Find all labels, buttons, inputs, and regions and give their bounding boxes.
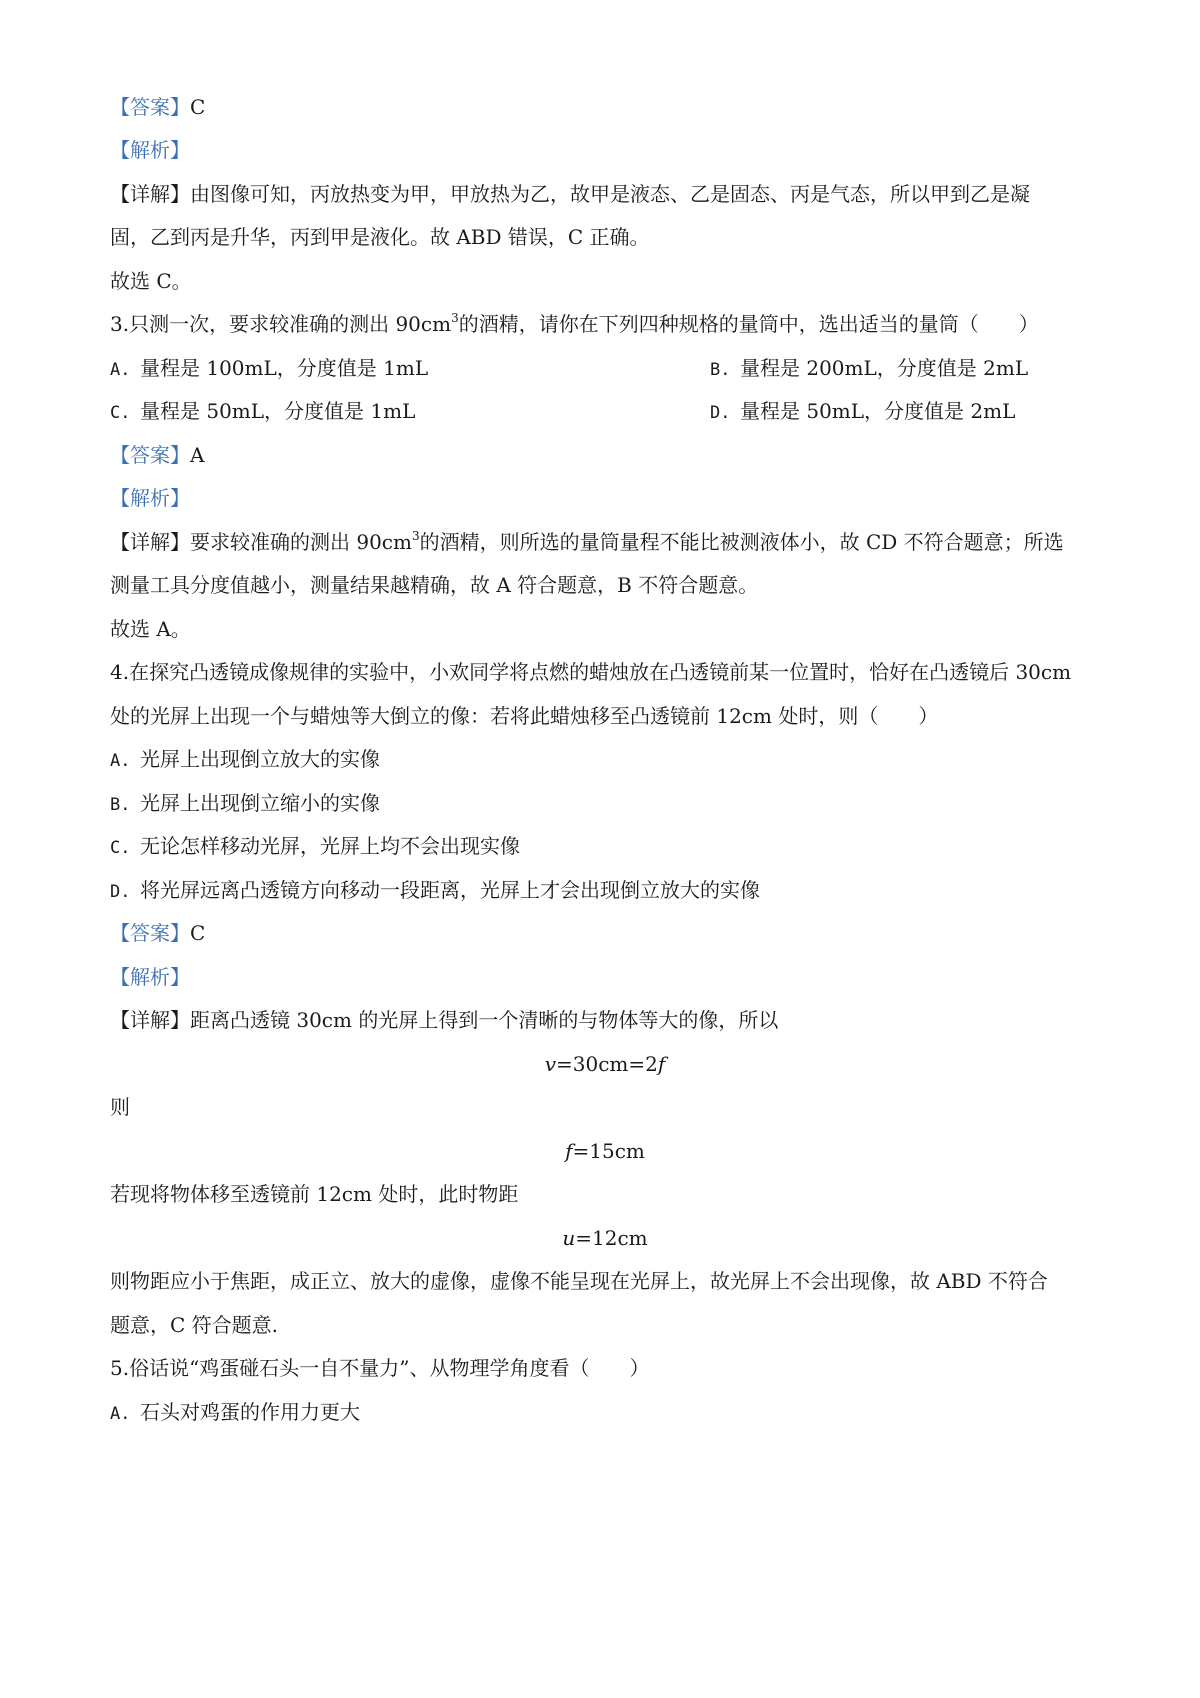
q3-stem-sup: 3 <box>451 311 459 325</box>
q2-detail-line1 <box>110 179 1100 209</box>
option-text: 量程是 200mL，分度值是 2mL <box>740 356 1029 380</box>
q3-detail-sup: 3 <box>411 529 420 543</box>
q3-option-a <box>110 356 428 380</box>
q4-final-line2 <box>110 1310 1100 1340</box>
q2-conclusion <box>110 266 1100 296</box>
q2-conclusion-text: 故选 C。 <box>110 269 192 293</box>
q3-detail-text2: 测量工具分度值越小，测量结果越精确，故 A 符合题意，B 不符合题意。 <box>110 573 759 597</box>
answer-tag: 【答案】 <box>110 443 190 467</box>
eq-variable: v <box>544 1052 557 1076</box>
option-letter: D. <box>110 882 131 902</box>
q4-answer-line <box>110 918 1100 948</box>
option-text: 量程是 50mL，分度值是 2mL <box>740 399 1016 423</box>
q2-analysis-line <box>110 135 1100 165</box>
option-text: 量程是 100mL，分度值是 1mL <box>140 356 429 380</box>
q4-then-line <box>110 1092 1100 1122</box>
q4-detail-text1: 距离凸透镜 30cm 的光屏上得到一个清晰的与物体等大的像，所以 <box>190 1008 779 1032</box>
q4-detail-line1 <box>110 1005 1100 1035</box>
q3-detail-line1 <box>110 527 1100 557</box>
q3-options-row1 <box>110 353 1100 383</box>
q3-analysis-line <box>110 483 1100 513</box>
q5-stem <box>110 1353 1100 1383</box>
eq-variable: u <box>562 1226 576 1250</box>
q4-stem-text1: 4.在探究凸透镜成像规律的实验中，小欢同学将点燃的蜡烛放在凸透镜前某一位置时，恰好在凸透镜后 30cm <box>110 660 1072 684</box>
q3-stem-b: 的酒精，请你在下列四种规格的量筒中，选出适当的量筒（ ） <box>458 312 1039 336</box>
q3-answer-line <box>110 440 1100 470</box>
q3-options-row2 <box>110 396 1100 426</box>
analysis-tag: 【解析】 <box>110 486 190 510</box>
option-letter: B. <box>710 360 731 380</box>
option-letter: A. <box>110 1404 131 1424</box>
q4-stem-text2: 处的光屏上出现一个与蜡烛等大倒立的像：若将此蜡烛移至凸透镜前 12cm 处时，则（ ） <box>110 704 939 728</box>
q4-option-a <box>110 744 1100 774</box>
eq-rest: =15cm <box>572 1139 645 1163</box>
q4-stem-line1 <box>110 657 1100 687</box>
q4-final-text2: 题意，C 符合题意. <box>110 1313 279 1337</box>
answer-tag: 【答案】 <box>110 95 190 119</box>
eq-variable: f <box>565 1139 573 1163</box>
q4-equation-1 <box>110 1049 1100 1079</box>
q2-detail-text2: 固，乙到丙是升华，丙到甲是液化。故 ABD 错误，C 正确。 <box>110 225 650 249</box>
q3-detail-line2 <box>110 570 1100 600</box>
option-text: 无论怎样移动光屏，光屏上均不会出现实像 <box>140 834 520 858</box>
option-letter: C. <box>110 403 131 423</box>
detail-tag: 【详解】 <box>110 1008 190 1032</box>
q3-detail-b: 的酒精，则所选的量筒量程不能比被测液体小，故 CD 不符合题意；所选 <box>419 530 1064 554</box>
q4-equation-2 <box>110 1136 1100 1166</box>
option-letter: A. <box>110 751 131 771</box>
option-letter: D. <box>710 403 731 423</box>
eq-rest: =12cm <box>575 1226 648 1250</box>
option-letter: C. <box>110 838 131 858</box>
q4-option-d <box>110 875 1100 905</box>
q4-answer: C <box>190 921 206 945</box>
option-text: 量程是 50mL，分度值是 1mL <box>140 399 416 423</box>
option-text: 光屏上出现倒立放大的实像 <box>140 747 380 771</box>
detail-tag: 【详解】 <box>110 530 190 554</box>
q4-final-text1: 则物距应小于焦距，成正立、放大的虚像，虚像不能呈现在光屏上，故光屏上不会出现像，故 ABD 不符合 <box>110 1269 1048 1293</box>
q2-detail-line2 <box>110 222 1100 252</box>
analysis-tag: 【解析】 <box>110 138 190 162</box>
q2-answer: C <box>190 95 206 119</box>
q3-conclusion-text: 故选 A。 <box>110 617 191 641</box>
option-letter: A. <box>110 360 131 380</box>
analysis-tag: 【解析】 <box>110 965 190 989</box>
q3-option-c <box>110 399 415 423</box>
q4-move-line <box>110 1179 1100 1209</box>
detail-tag: 【详解】 <box>110 182 190 206</box>
q4-option-c <box>110 831 1100 861</box>
q4-option-b <box>110 788 1100 818</box>
q4-final-line1 <box>110 1266 1100 1296</box>
answer-tag: 【答案】 <box>110 921 190 945</box>
q4-equation-3 <box>110 1223 1100 1253</box>
q2-detail-text1: 由图像可知，丙放热变为甲，甲放热为乙，故甲是液态、乙是固态、丙是气态，所以甲到乙是凝 <box>190 182 1030 206</box>
q4-stem-line2 <box>110 701 1100 731</box>
eq-middle: =30cm=2 <box>556 1052 658 1076</box>
q3-option-d <box>710 396 1015 428</box>
option-text: 光屏上出现倒立缩小的实像 <box>140 791 380 815</box>
q3-conclusion <box>110 614 1100 644</box>
option-letter: B. <box>110 795 131 815</box>
eq-variable: f <box>657 1052 666 1076</box>
option-text: 石头对鸡蛋的作用力更大 <box>140 1400 360 1424</box>
q3-detail-a: 要求较准确的测出 90cm <box>190 530 412 554</box>
q5-stem-text: 5.俗话说“鸡蛋碰石头一自不量力”、从物理学角度看（ ） <box>110 1356 650 1380</box>
q3-answer: A <box>190 443 205 467</box>
q3-stem <box>110 309 1100 339</box>
q3-stem-a: 3.只测一次，要求较准确的测出 90cm <box>110 312 452 336</box>
q4-move-text: 若现将物体移至透镜前 12cm 处时，此时物距 <box>110 1182 519 1206</box>
q4-analysis-line <box>110 962 1100 992</box>
q3-option-b <box>710 353 1028 385</box>
q4-then-text: 则 <box>110 1095 130 1119</box>
q5-option-a <box>110 1397 1100 1427</box>
option-text: 将光屏远离凸透镜方向移动一段距离，光屏上才会出现倒立放大的实像 <box>140 878 760 902</box>
q2-answer-line <box>110 92 1100 122</box>
